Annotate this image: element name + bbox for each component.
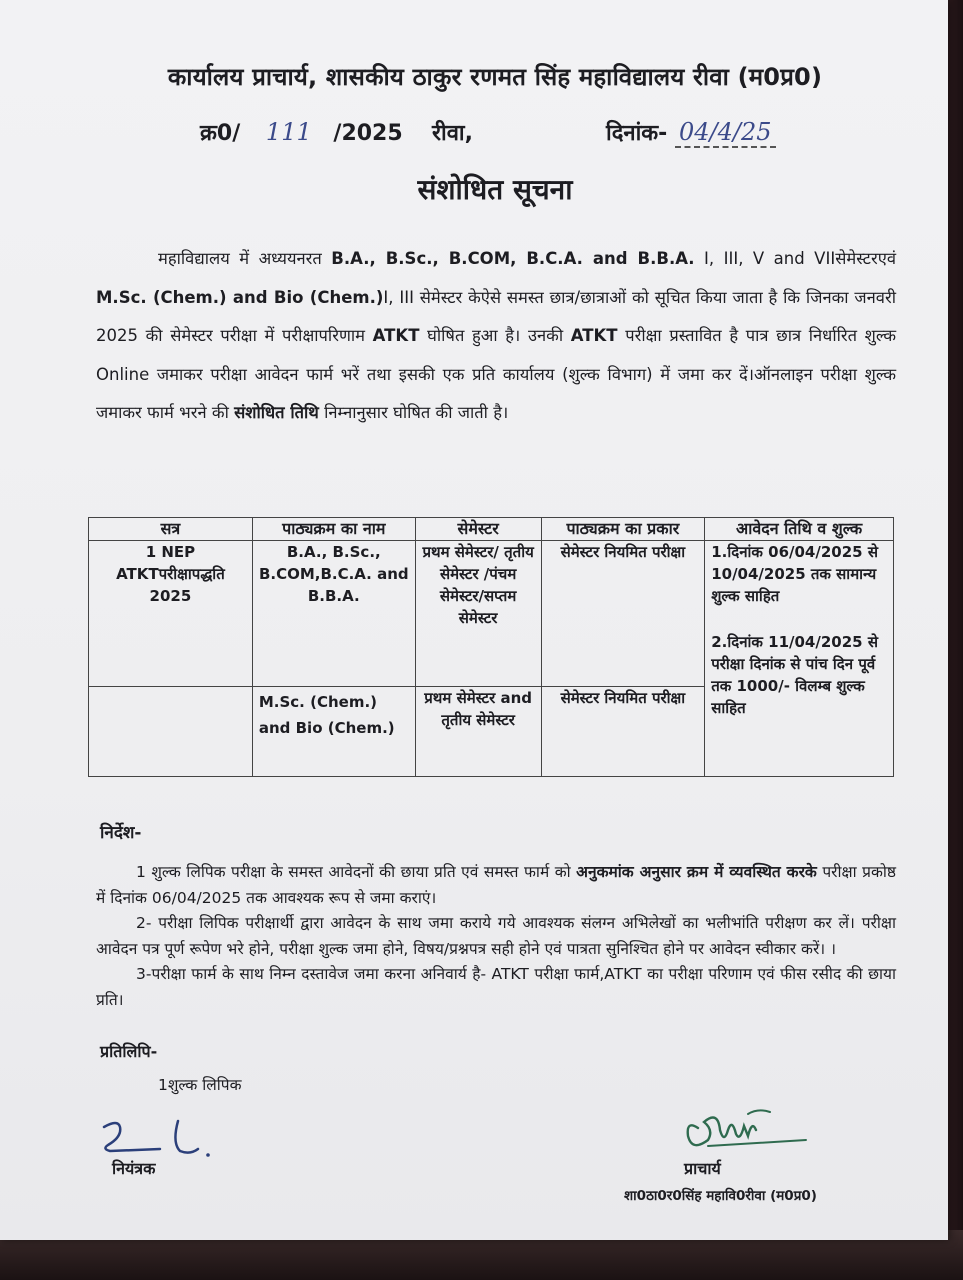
controller-label: नियंत्रक [112, 1159, 156, 1178]
table-header-cell: आवेदन तिथि व शुल्क [705, 518, 894, 541]
notice-body [96, 240, 896, 433]
direction-item: 3-परीक्षा फार्म के साथ निम्न दस्तावेज जमा करना अनिवार्य है- ATKT परीक्षा फार्म,ATKT का परीक्षा परिणाम एवं फीस रसीद की छाया प्रति। [96, 965, 896, 1009]
date-handwritten: 04/4/25 [675, 118, 776, 148]
fee-regular: 1.दिनांक 06/04/2025 से 10/04/2025 तक सामान्य शुल्क साहित [711, 543, 878, 605]
fee-dates-cell [705, 541, 894, 777]
body-part1: महाविद्यालय में अध्ययनरत [158, 249, 332, 268]
course-cell: M.Sc. (Chem.) and Bio (Chem.) [252, 687, 415, 777]
institution-label: शा0ठा0र0सिंह महावि0रीवा (म0प्र0) [624, 1188, 817, 1204]
direction-item: 2- परीक्षा लिपिक परीक्षार्थी द्वारा आवेदन के साथ जमा कराये गये आवश्यक संलग्न अभिलेखों का भलीभांति परीक्षण कर लें। परीक्षा आवेदन पत्र पूर्ण रूपेण भरे होने, परीक्षा शुल्क जमा होने, विषय/प्रश्नपत्र सही होने एवं पात्रता सुनिश्चित होने पर आवेदन स्वीकार करें। । [96, 914, 896, 958]
directions-title: निर्देश- [100, 823, 142, 843]
table-row [89, 541, 894, 687]
principal-label: प्राचार्य [684, 1159, 721, 1178]
table-header-row [89, 518, 894, 541]
ref-prefix: क्र0/ [200, 121, 241, 146]
semester-cell: प्रथम सेमेस्टर/ तृतीय सेमेस्टर /पंचम सेमेस्टर/सप्तम सेमेस्टर [415, 541, 541, 687]
body-atkt: ATKT [372, 326, 420, 345]
semester-cell: प्रथम सेमेस्टर and तृतीय सेमेस्टर [415, 687, 541, 777]
body-part4: घोषित हुआ है। उनकी [419, 326, 571, 345]
directions-list [96, 860, 896, 1013]
table-header-cell: पाठ्यक्रम का नाम [252, 518, 415, 541]
direction-1-bold: अनुकमांक अनुसार क्रम में व्यवस्थित करके [576, 863, 817, 881]
copy-item: 1शुल्क लिपिक [158, 1076, 242, 1094]
table-header-cell: सेमेस्टर [415, 518, 541, 541]
body-part6: निम्नानुसार घोषित की जाती है। [318, 403, 509, 422]
body-revised-date: संशोधित तिथि [234, 403, 319, 422]
direction-item [96, 860, 896, 911]
ref-number-line [200, 117, 403, 147]
body-courses: B.A., B.Sc., B.COM, B.C.A. and B.B.A. [331, 249, 695, 268]
office-header: कार्यालय प्राचार्य, शासकीय ठाकुर रणमत सिंह महाविद्यालय रीवा (म0प्र0) [167, 63, 823, 91]
body-part2: I, III, V and VIIसेमेस्टरएवं [694, 249, 896, 268]
body-part3: I, III सेमेस्टर केऐसे समस्त छात्र/छात्राओं को सूचित किया जाता है कि जिनका जनवरी 2025 की सेमेस्टर परीक्षा में परीक्षापरिणाम [96, 287, 896, 345]
course-type-cell: सेमेस्टर नियमित परीक्षा [541, 687, 705, 777]
date-label: दिनांक- [606, 121, 668, 146]
date-line [606, 117, 776, 147]
principal-signature [678, 1100, 818, 1155]
fee-late: 2.दिनांक 11/04/2025 से परीक्षा दिनांक से पांच दिन पूर्व तक 1000/- विलम्ब शुल्क साहित [711, 633, 878, 717]
direction-1a: 1 शुल्क लिपिक परीक्षा के समस्त आवेदनों की छाया प्रति एवं समस्त फार्म को [136, 863, 577, 881]
body-courses2: M.Sc. (Chem.) and Bio (Chem.) [96, 287, 384, 307]
ref-number-handwritten: 111 [265, 118, 312, 146]
session-cell-empty [89, 687, 253, 777]
table-header-cell: सत्र [89, 518, 253, 541]
city-name: रीवा, [432, 121, 473, 146]
copy-title: प्रतिलिपि- [100, 1042, 158, 1061]
direction-1b: परीक्षा प्रकोष्ठ में दिनांक 06/04/2025 तक आवश्यक रूप से जमा कराएं। [96, 863, 896, 907]
course-type-cell: सेमेस्टर नियमित परीक्षा [541, 541, 705, 687]
schedule-table [88, 517, 894, 777]
ref-year: /2025 [333, 121, 403, 146]
session-cell: 1 NEP ATKTपरीक्षापद्धति 2025 [89, 541, 253, 687]
body-part5: परीक्षा प्रस्तावित है पात्र छात्र निर्धारित शुल्क Online जमाकर परीक्षा आवेदन फार्म भरें तथा इसकी एक प्रति कार्यालय (शुल्क विभाग) में जमा कर दें।ऑनलाइन परीक्षा शुल्क जमाकर फार्म भरने की [96, 326, 896, 422]
notice-title: संशोधित सूचना [417, 173, 573, 206]
body-atkt2: ATKT [570, 326, 618, 345]
table-header-cell: पाठ्यक्रम का प्रकार [541, 518, 705, 541]
course-cell: B.A., B.Sc., B.COM,B.C.A. and B.B.A. [252, 541, 415, 687]
